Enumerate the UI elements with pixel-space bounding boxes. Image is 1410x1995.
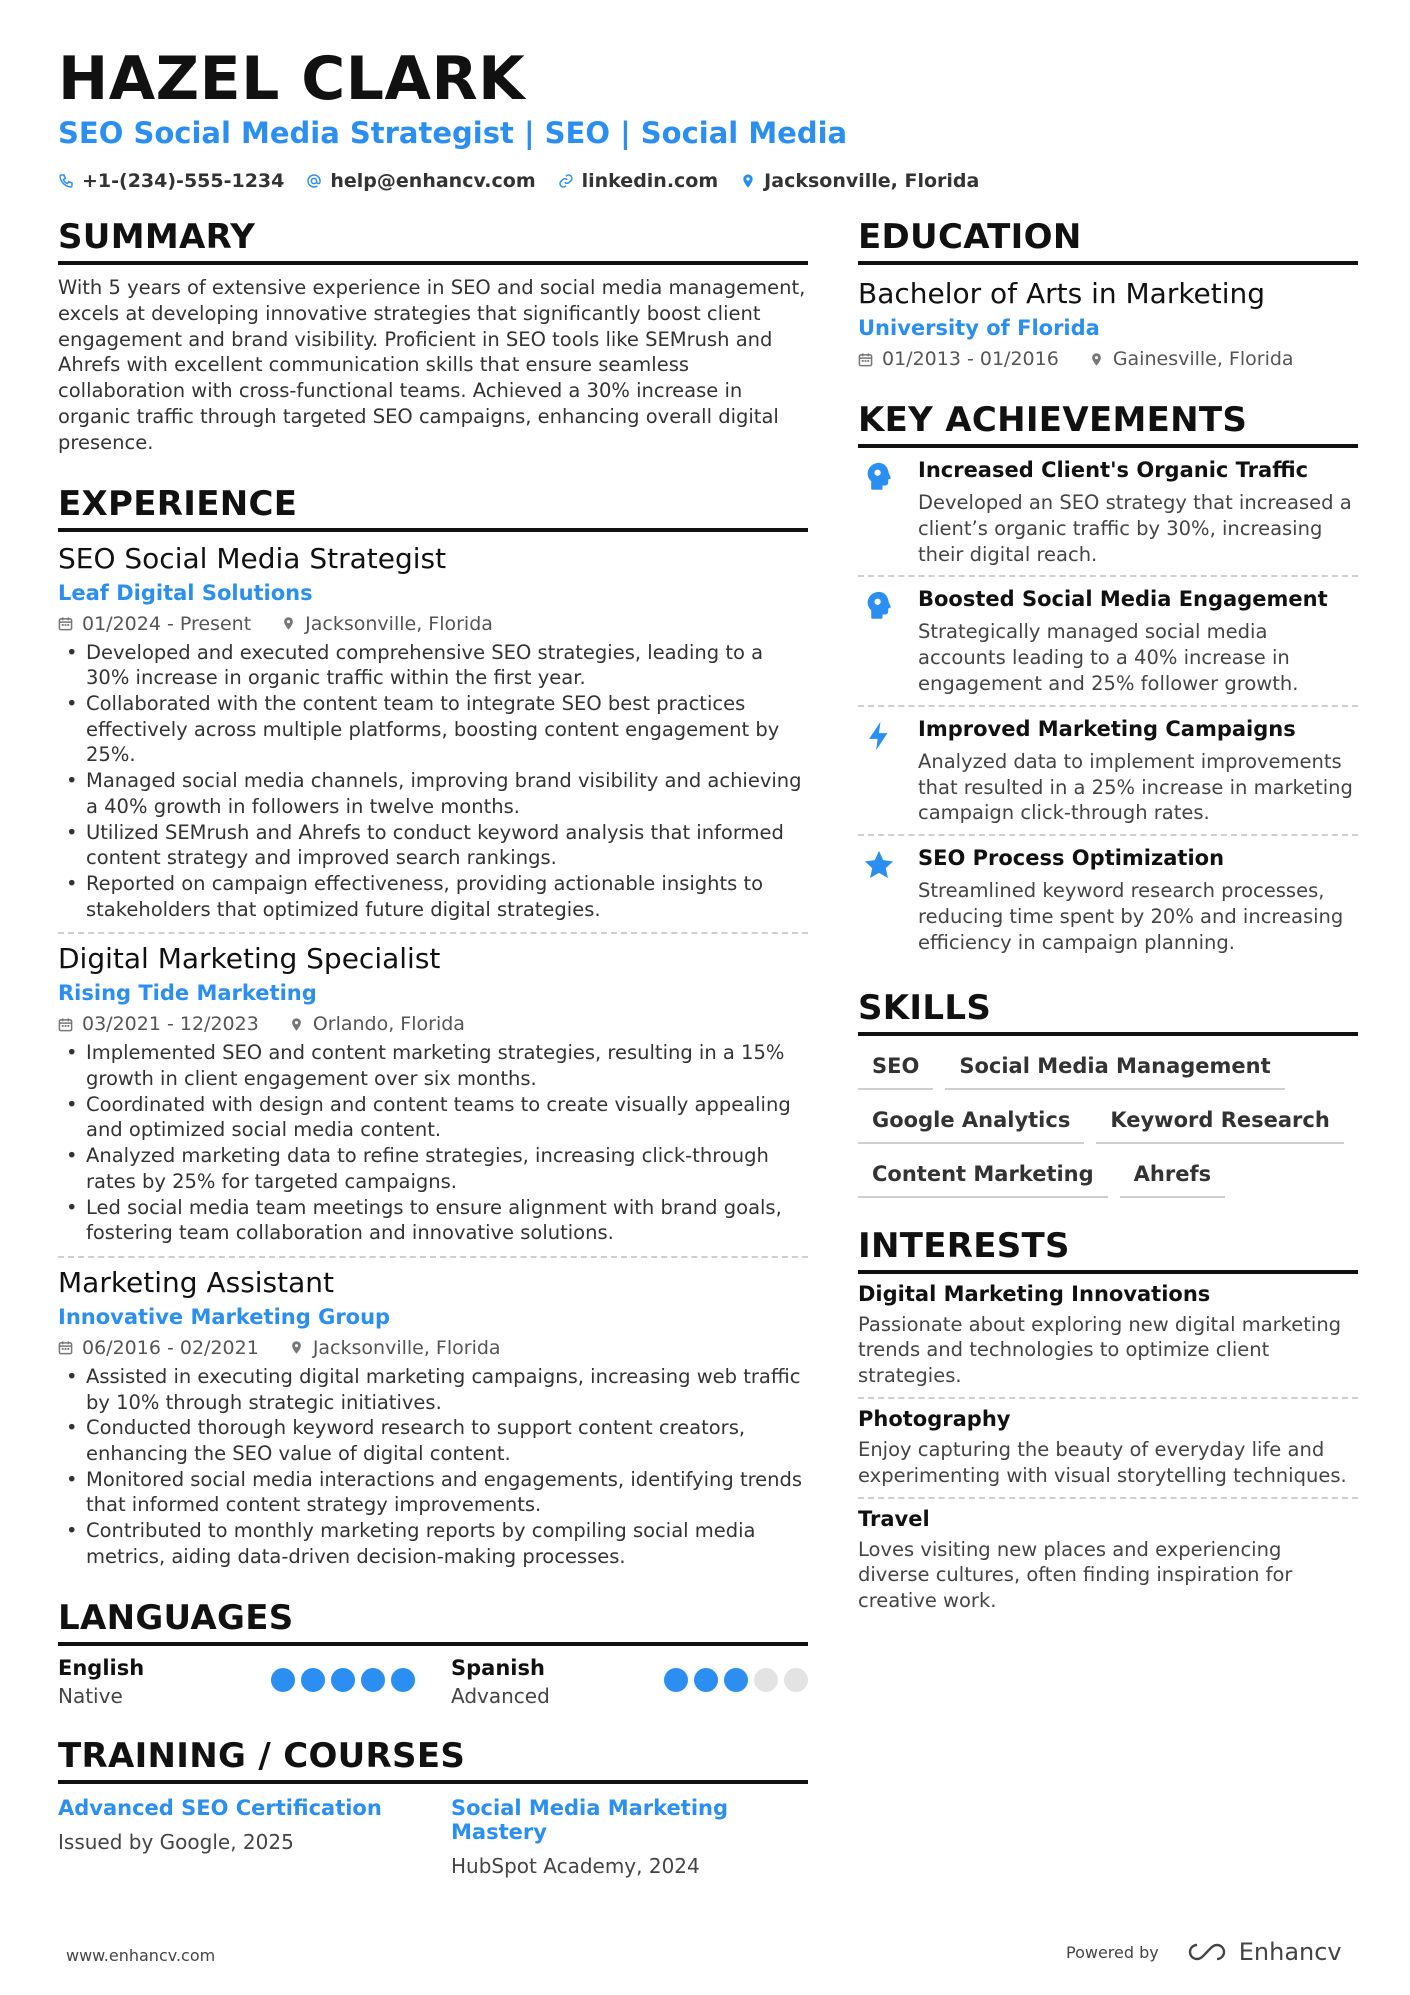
- achievement-desc: Developed an SEO strategy that increased a client’s organic traffic by 30%, increasing their digital reach.: [918, 491, 1352, 566]
- job-dates: 03/2021 - 12/2023: [82, 1013, 259, 1036]
- job-company: Leaf Digital Solutions: [58, 580, 313, 605]
- courses-list: [58, 1796, 808, 1878]
- course-item: [451, 1796, 808, 1878]
- location-pin-icon: [289, 1017, 304, 1032]
- rating-dot-filled: [724, 1668, 748, 1692]
- course-item: [58, 1796, 415, 1878]
- language-rating: [271, 1668, 415, 1692]
- job-location: Jacksonville, Florida: [312, 1336, 501, 1359]
- achievement-item: [858, 577, 1358, 706]
- achievement-title: Increased Client's Organic Traffic: [918, 458, 1309, 482]
- enhancv-logo[interactable]: [1185, 1938, 1342, 1966]
- footer-website[interactable]: www.enhancv.com: [66, 1946, 216, 1965]
- skill-tag: SEO: [858, 1050, 933, 1090]
- rating-dot-empty: [784, 1668, 808, 1692]
- job-role: Marketing Assistant: [58, 1265, 335, 1299]
- experience-entry: [58, 932, 808, 1252]
- course-title: Advanced SEO Certification: [58, 1795, 382, 1820]
- calendar-icon: [58, 616, 73, 631]
- job-company: Innovative Marketing Group: [58, 1304, 391, 1329]
- language-rating: [664, 1668, 808, 1692]
- skill-tag: Content Marketing: [858, 1158, 1108, 1198]
- language-level: Advanced: [451, 1683, 550, 1708]
- language-item: [58, 1656, 415, 1708]
- training-heading: TRAINING / COURSES: [58, 1736, 808, 1784]
- rating-dot-filled: [664, 1668, 688, 1692]
- job-role: Digital Marketing Specialist: [58, 942, 441, 976]
- interest-desc: Passionate about exploring new digital marketing trends and technologies to optimize client strategies.: [858, 1312, 1342, 1388]
- job-bullet: • Conducted thorough keyword research to support content creators, enhancing the SEO value of digital content.: [58, 1415, 808, 1466]
- interest-desc: Loves visiting new places and experiencing diverse cultures, often finding inspiration for creative work.: [858, 1537, 1293, 1613]
- achievements-heading: KEY ACHIEVEMENTS: [858, 400, 1358, 448]
- job-bullets: [58, 1040, 808, 1246]
- achievement-item: [858, 707, 1358, 836]
- achievement-desc: Analyzed data to implement improvements that resulted in a 25% increase in marketing campaign click-through rates.: [918, 749, 1353, 825]
- summary-text: With 5 years of extensive experience in SEO and social media management, excels at developing innovative strategies that significantly boost client engagement and brand visibility. Proficient in SEO tools like SEMrush and Ahrefs with excellent communication skills that ensure seamless collaboration with cross-functional teams. Achieved a 30% increase in organic traffic through targeted SEO campaigns, enhancing overall digital presence.: [58, 276, 806, 454]
- course-source: Issued by Google, 2025: [58, 1829, 294, 1854]
- job-bullet: • Developed and executed comprehensive SEO strategies, leading to a 30% increase in organic traffic within the first year.: [58, 640, 808, 691]
- interest-item: [858, 1274, 1358, 1399]
- job-location: Jacksonville, Florida: [305, 612, 493, 635]
- rating-dot-filled: [301, 1668, 325, 1692]
- achievement-item: [858, 448, 1358, 577]
- job-bullets: [58, 1364, 808, 1570]
- education-degree: Bachelor of Arts in Marketing: [858, 277, 1266, 310]
- contact-email[interactable]: [306, 170, 535, 192]
- contact-location-text: Jacksonville, Florida: [764, 170, 980, 192]
- head-icon: [862, 589, 896, 623]
- location-pin-icon: [281, 616, 296, 631]
- achievement-desc: Streamlined keyword research processes, reducing time spent by 20% and increasing efficiency in campaign planning.: [918, 879, 1344, 954]
- enhancv-logo-icon: [1185, 1941, 1229, 1963]
- skill-tag: Keyword Research: [1096, 1104, 1343, 1144]
- brand-name: Enhancv: [1238, 1938, 1342, 1966]
- head-icon: [862, 460, 896, 494]
- interest-title: Travel: [858, 1506, 930, 1531]
- contact-phone-text: +1-(234)-555-1234: [82, 170, 285, 192]
- candidate-name: HAZEL CLARK: [58, 44, 526, 114]
- skills-heading: SKILLS: [858, 988, 1358, 1036]
- calendar-icon: [58, 1340, 73, 1355]
- education-location: Gainesville, Florida: [1112, 348, 1294, 370]
- interest-title: Digital Marketing Innovations: [858, 1281, 1211, 1306]
- interest-desc: Enjoy capturing the beauty of everyday life and experimenting with visual storytelling techniques.: [858, 1437, 1347, 1487]
- achievements-list: [858, 448, 1358, 964]
- right-column: [858, 217, 1358, 1622]
- job-bullet: • Collaborated with the content team to integrate SEO best practices effectively across multiple platforms, boosting content engagement by 25%.: [58, 691, 808, 768]
- summary-heading: SUMMARY: [58, 217, 808, 265]
- footer-branding: [1066, 1938, 1342, 1966]
- location-pin-icon: [1089, 352, 1104, 367]
- contact-email-text: help@enhancv.com: [330, 170, 536, 192]
- job-bullet: • Utilized SEMrush and Ahrefs to conduct keyword analysis that informed content strategy and improved search rankings.: [58, 820, 808, 871]
- job-bullet: • Reported on campaign effectiveness, providing actionable insights to stakeholders that optimized future digital strategies.: [58, 871, 808, 922]
- location-pin-icon: [289, 1340, 304, 1355]
- language-level: Native: [58, 1683, 123, 1708]
- job-bullet: • Managed social media channels, improving brand visibility and achieving a 40% growth in followers in twelve months.: [58, 768, 808, 819]
- experience-entry: [58, 542, 808, 929]
- experience-heading: EXPERIENCE: [58, 484, 808, 532]
- achievement-title: Improved Marketing Campaigns: [918, 716, 1296, 741]
- lightning-icon: [862, 719, 896, 753]
- phone-icon: [58, 173, 74, 189]
- at-icon: [306, 173, 322, 189]
- interest-title: Photography: [858, 1406, 1011, 1431]
- contact-linkedin[interactable]: [558, 170, 719, 192]
- job-bullet: • Assisted in executing digital marketing campaigns, increasing web traffic by 10% through strategic initiatives.: [58, 1364, 808, 1415]
- education-heading: EDUCATION: [858, 217, 1358, 265]
- achievement-item: [858, 836, 1358, 963]
- location-pin-icon: [740, 173, 756, 189]
- job-bullet: • Coordinated with design and content teams to create visually appealing and optimized social media content.: [58, 1092, 808, 1143]
- job-bullet: • Contributed to monthly marketing reports by compiling social media metrics, aiding data-driven decision-making processes.: [58, 1518, 808, 1569]
- job-meta: [58, 1013, 808, 1035]
- rating-dot-filled: [694, 1668, 718, 1692]
- job-bullet: • Analyzed marketing data to refine strategies, increasing click-through rates by 25% for targeted campaigns.: [58, 1143, 808, 1194]
- powered-by-label: Powered by: [1066, 1942, 1159, 1962]
- calendar-icon: [858, 352, 873, 367]
- languages-list: [58, 1656, 808, 1708]
- job-meta: [58, 1337, 808, 1359]
- education-dates: 01/2013 - 01/2016: [882, 348, 1059, 370]
- link-icon: [558, 173, 574, 189]
- rating-dot-filled: [331, 1668, 355, 1692]
- rating-dot-empty: [754, 1668, 778, 1692]
- job-dates: 01/2024 - Present: [82, 612, 252, 635]
- language-name: English: [58, 1655, 145, 1680]
- job-dates: 06/2016 - 02/2021: [82, 1336, 259, 1359]
- education-school: University of Florida: [858, 316, 1100, 340]
- interest-item: [858, 1399, 1358, 1499]
- job-location: Orlando, Florida: [312, 1013, 465, 1036]
- experience-entry: [58, 1256, 808, 1576]
- skill-tag: Google Analytics: [858, 1104, 1084, 1144]
- job-meta: [58, 613, 808, 635]
- star-icon: [862, 848, 896, 882]
- skills-list: [858, 1050, 1358, 1198]
- course-source: HubSpot Academy, 2024: [451, 1853, 700, 1878]
- course-title: Social Media Marketing Mastery: [451, 1795, 729, 1844]
- language-item: [451, 1656, 808, 1708]
- rating-dot-filled: [361, 1668, 385, 1692]
- achievement-title: SEO Process Optimization: [918, 846, 1225, 871]
- languages-heading: LANGUAGES: [58, 1598, 808, 1646]
- rating-dot-filled: [271, 1668, 295, 1692]
- job-bullet: • Led social media team meetings to ensure alignment with brand goals, fostering team collaboration and innovative solutions.: [58, 1195, 808, 1246]
- education-meta: [858, 348, 1358, 370]
- achievement-title: Boosted Social Media Engagement: [918, 587, 1328, 612]
- left-column: [58, 217, 808, 1878]
- job-bullet: • Implemented SEO and content marketing strategies, resulting in a 15% growth in client engagement over six months.: [58, 1040, 808, 1091]
- interests-heading: INTERESTS: [858, 1226, 1358, 1274]
- job-bullet: • Monitored social media interactions and engagements, identifying trends that informed content strategy improvements.: [58, 1467, 808, 1518]
- contact-linkedin-text: linkedin.com: [581, 170, 719, 192]
- interests-list: [858, 1274, 1358, 1622]
- calendar-icon: [58, 1017, 73, 1032]
- achievement-desc: Strategically managed social media accounts leading to a 40% increase in engagement and 25% follower growth.: [918, 620, 1299, 695]
- language-name: Spanish: [451, 1655, 545, 1680]
- contact-phone[interactable]: [58, 170, 284, 192]
- contact-location: [740, 170, 979, 192]
- interest-item: [858, 1499, 1358, 1622]
- job-role: SEO Social Media Strategist: [58, 541, 447, 575]
- job-bullets: [58, 640, 808, 923]
- job-company: Rising Tide Marketing: [58, 981, 317, 1006]
- candidate-title: SEO Social Media Strategist | SEO | Social Media: [58, 116, 848, 150]
- rating-dot-filled: [391, 1668, 415, 1692]
- skill-tag: Ahrefs: [1120, 1158, 1225, 1198]
- contact-bar: [58, 170, 979, 192]
- skill-tag: Social Media Management: [945, 1050, 1284, 1090]
